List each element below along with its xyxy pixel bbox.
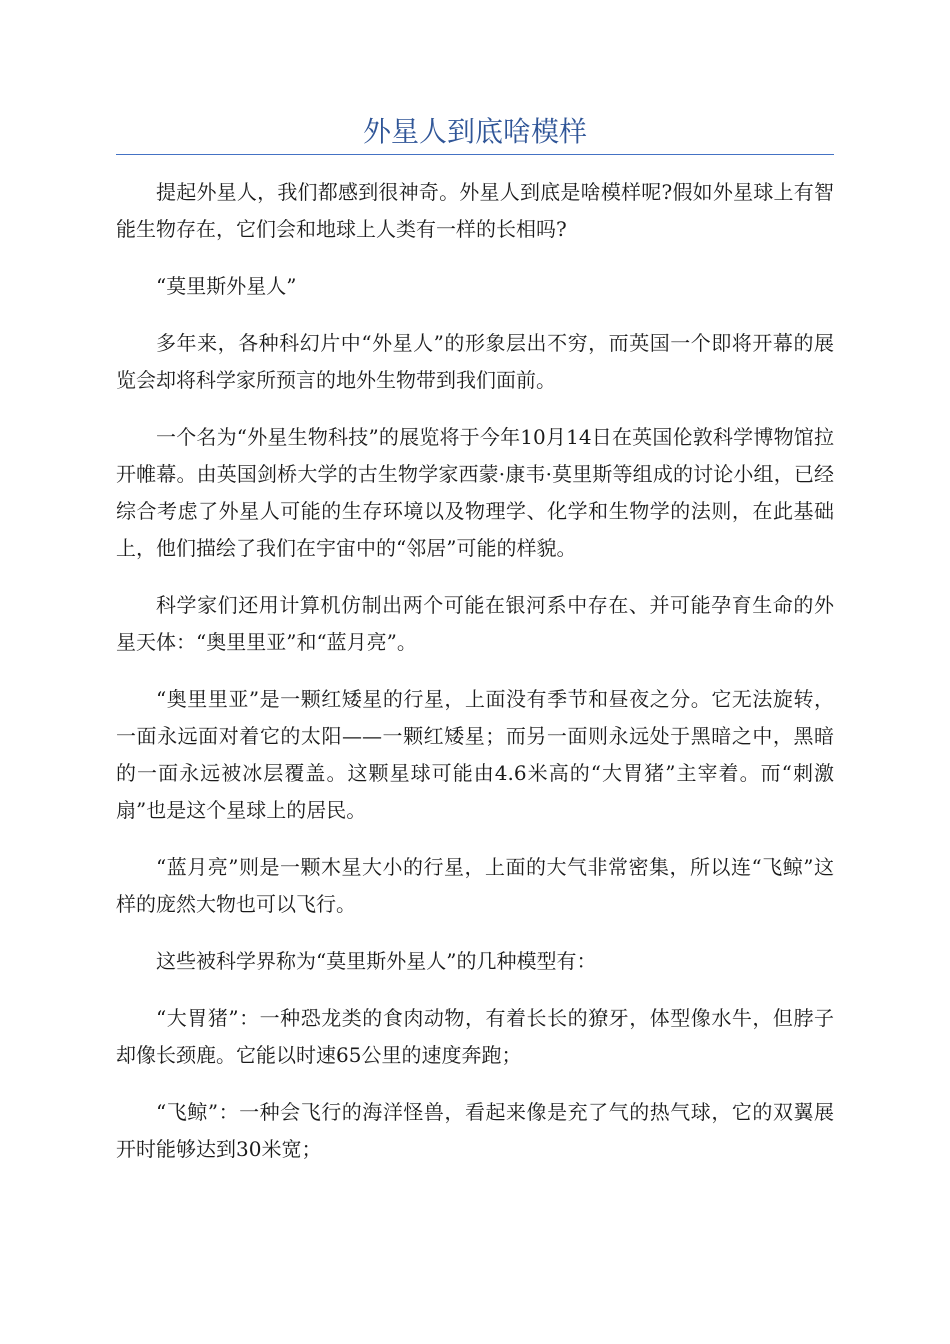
document-title: 外星人到底啥模样 xyxy=(362,115,587,148)
paragraph: 多年来，各种科幻片中“外星人”的形象层出不穷，而英国一个即将开幕的展览会却将科学家所预言的地外生物带到我们面前。 xyxy=(116,331,834,392)
paragraph: 一个名为“外星生物科技”的展览将于今年10月14日在英国伦敦科学博物馆拉开帷幕。由英国剑桥大学的古生物学家西蒙·康韦·莫里斯等组成的讨论小组，已经综合考虑了外星人可能的生存环境以及物理学、化学和生物学的法则，在此基础上，他们描绘了我们在宇宙中的“邻居”可能的样貌。 xyxy=(116,425,834,560)
paragraph: “蓝月亮”则是一颗木星大小的行星，上面的大气非常密集，所以连“飞鲸”这样的庞然大物也可以飞行。 xyxy=(116,855,834,916)
paragraph: “奥里里亚”是一颗红矮星的行星，上面没有季节和昼夜之分。它无法旋转，一面永远面对着它的太阳——一颗红矮星；而另一面则永远处于黑暗之中，黑暗的一面永远被冰层覆盖。这颗星球可能由4.6米高的“大胃猪”主宰着。而“刺激扇”也是这个星球上的居民。 xyxy=(116,687,834,822)
paragraph: “飞鲸”：一种会飞行的海洋怪兽，看起来像是充了气的热气球，它的双翼展开时能够达到30米宽； xyxy=(116,1100,834,1161)
paragraph-subheading: “莫里斯外星人” xyxy=(156,274,297,298)
document-body xyxy=(116,174,834,1188)
paragraph-intro: 提起外星人，我们都感到很神奇。外星人到底是啥模样呢?假如外星球上有智能生物存在，它们会和地球上人类有一样的长相吗? xyxy=(116,180,834,241)
paragraph: 科学家们还用计算机仿制出两个可能在银河系中存在、并可能孕育生命的外星天体：“奥里里亚”和“蓝月亮”。 xyxy=(116,593,834,654)
paragraph: “大胃猪”：一种恐龙类的食肉动物，有着长长的獠牙，体型像水牛，但脖子却像长颈鹿。它能以时速65公里的速度奔跑； xyxy=(116,1006,834,1067)
title-underline xyxy=(116,154,834,155)
paragraph: 这些被科学界称为“莫里斯外星人”的几种模型有： xyxy=(156,949,597,973)
